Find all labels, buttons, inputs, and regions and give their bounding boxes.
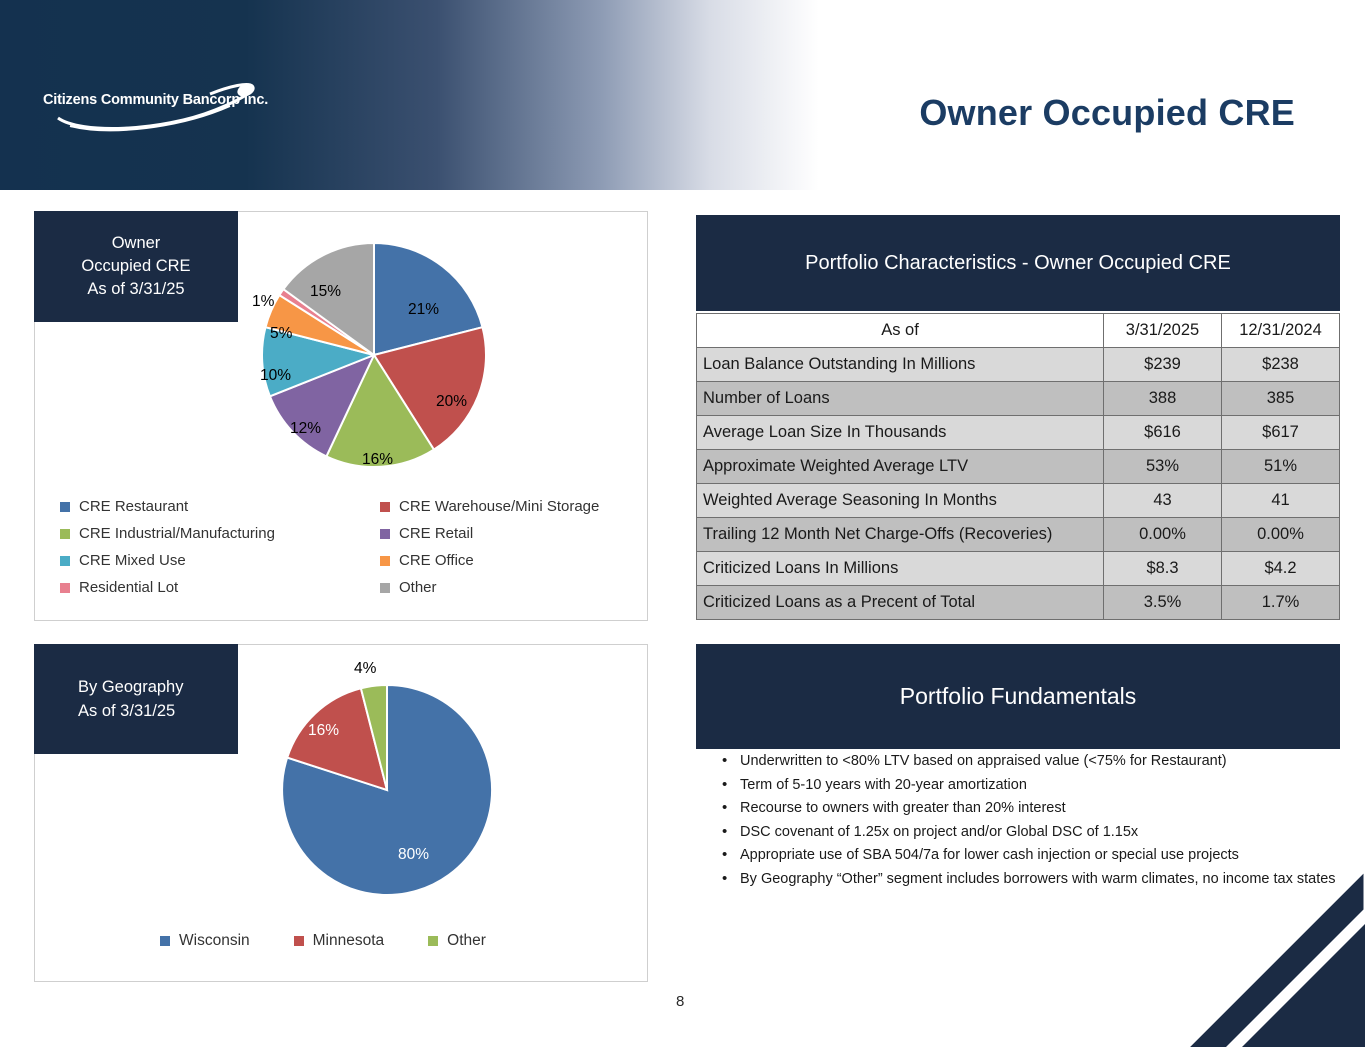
row-value-current: 388 xyxy=(1104,382,1222,416)
row-value-prior: $238 xyxy=(1222,348,1340,382)
pie2-title-block xyxy=(34,644,238,754)
row-value-prior: 1.7% xyxy=(1222,586,1340,620)
pie1-title-line-2: Occupied CRE xyxy=(81,257,191,275)
pie1-label-other: 15% xyxy=(310,283,342,300)
legend-swatch-icon xyxy=(60,502,70,512)
row-value-prior: 41 xyxy=(1222,484,1340,518)
pie1-label-mixed-use: 10% xyxy=(260,367,292,384)
pie1-chart xyxy=(240,215,640,495)
table-row xyxy=(697,586,1340,620)
row-value-prior: 51% xyxy=(1222,450,1340,484)
header-banner xyxy=(0,0,1365,190)
legend-label: Other xyxy=(447,932,486,949)
row-value-prior: 0.00% xyxy=(1222,518,1340,552)
legend-label: Residential Lot xyxy=(79,579,179,596)
legend-swatch-icon xyxy=(60,529,70,539)
portfolio-characteristics-table xyxy=(696,313,1340,620)
row-value-current: 0.00% xyxy=(1104,518,1222,552)
legend-item-minnesota xyxy=(294,932,385,950)
legend-swatch-icon xyxy=(428,936,438,946)
list-item: • Recourse to owners with greater than 20% interest xyxy=(714,799,1340,819)
legend-item-cre-warehouse xyxy=(380,498,640,515)
row-value-current: $616 xyxy=(1104,416,1222,450)
table-row xyxy=(697,348,1340,382)
row-value-current: 43 xyxy=(1104,484,1222,518)
legend-label: CRE Warehouse/Mini Storage xyxy=(399,498,600,515)
bottom-strip xyxy=(0,1047,1365,1055)
row-value-current: $239 xyxy=(1104,348,1222,382)
legend-swatch-icon xyxy=(380,502,390,512)
legend-item-cre-mixed-use xyxy=(60,552,380,569)
row-label: Weighted Average Seasoning In Months xyxy=(697,484,1104,518)
logo-text: Citizens Community Bancorp Inc. xyxy=(43,92,269,108)
pie1-label-retail: 12% xyxy=(290,420,322,437)
table-row xyxy=(697,382,1340,416)
pie1-label-residential-lot: 1% xyxy=(252,293,275,310)
legend-swatch-icon xyxy=(380,556,390,566)
pie2-title-line-1: By Geography xyxy=(78,678,184,696)
legend-swatch-icon xyxy=(160,936,170,946)
company-logo xyxy=(40,75,320,135)
row-value-current: 53% xyxy=(1104,450,1222,484)
portfolio-fundamentals-heading xyxy=(696,644,1340,749)
list-item: • Term of 5-10 years with 20-year amortization xyxy=(714,776,1340,796)
pie1-title-block xyxy=(34,211,238,322)
legend-label: CRE Industrial/Manufacturing xyxy=(79,525,275,542)
pie1-label-restaurant: 21% xyxy=(408,301,440,318)
row-value-prior: 385 xyxy=(1222,382,1340,416)
row-label: Approximate Weighted Average LTV xyxy=(697,450,1104,484)
legend-swatch-icon xyxy=(380,583,390,593)
row-label: Number of Loans xyxy=(697,382,1104,416)
row-label: Average Loan Size In Thousands xyxy=(697,416,1104,450)
legend-item-cre-restaurant xyxy=(60,498,380,515)
column-header-current: 3/31/2025 xyxy=(1104,314,1222,348)
portfolio-characteristics-table-wrap xyxy=(696,313,1340,620)
pie2-label-other: 4% xyxy=(354,660,377,677)
table-row xyxy=(697,484,1340,518)
legend-label: Other xyxy=(399,579,437,596)
legend-item-wisconsin xyxy=(160,932,250,950)
legend-swatch-icon xyxy=(60,556,70,566)
column-header-prior: 12/31/2024 xyxy=(1222,314,1340,348)
legend-item-cre-industrial xyxy=(60,525,380,542)
pie2-label-minnesota: 16% xyxy=(308,722,340,739)
row-label: Loan Balance Outstanding In Millions xyxy=(697,348,1104,382)
list-item: • By Geography “Other” segment includes borrowers with warm climates, no income tax states xyxy=(714,870,1340,890)
pie2-svg xyxy=(250,660,580,930)
portfolio-fundamentals-title: Portfolio Fundamentals xyxy=(899,683,1137,709)
legend-item-cre-retail xyxy=(380,525,640,542)
list-item: • Appropriate use of SBA 504/7a for lower cash injection or special use projects xyxy=(714,846,1340,866)
table-row xyxy=(697,450,1340,484)
row-label: Criticized Loans as a Precent of Total xyxy=(697,586,1104,620)
legend-swatch-icon xyxy=(294,936,304,946)
pie2-title-line-2: As of 3/31/25 xyxy=(78,702,176,720)
pie1-label-industrial: 16% xyxy=(362,451,394,468)
page-number: 8 xyxy=(676,993,685,1010)
portfolio-characteristics-title: Portfolio Characteristics - Owner Occupied CRE xyxy=(805,251,1231,274)
legend-swatch-icon xyxy=(380,529,390,539)
table-header-row xyxy=(697,314,1340,348)
legend-label: CRE Retail xyxy=(399,525,474,542)
legend-item-other xyxy=(380,579,640,596)
pie2-label-wisconsin: 80% xyxy=(398,846,430,863)
portfolio-characteristics-heading xyxy=(696,215,1340,311)
row-value-current: $8.3 xyxy=(1104,552,1222,586)
legend-label: Minnesota xyxy=(312,932,385,949)
page-title: Owner Occupied CRE xyxy=(919,92,1295,133)
list-item: • DSC covenant of 1.25x on project and/or Global DSC of 1.15x xyxy=(714,823,1340,843)
legend-item-other-geo xyxy=(428,932,486,950)
legend-label: CRE Mixed Use xyxy=(79,552,186,569)
row-value-prior: $617 xyxy=(1222,416,1340,450)
pie2-legend xyxy=(160,932,580,950)
row-label: Trailing 12 Month Net Charge-Offs (Recoveries) xyxy=(697,518,1104,552)
pie1-title-line-1: Owner xyxy=(111,234,161,252)
pie2-chart xyxy=(250,660,580,930)
pie1-title-line-3: As of 3/31/25 xyxy=(87,280,185,298)
legend-label: Wisconsin xyxy=(179,932,250,949)
pie1-label-warehouse: 20% xyxy=(436,393,468,410)
table-row xyxy=(697,552,1340,586)
row-label: Criticized Loans In Millions xyxy=(697,552,1104,586)
legend-label: CRE Office xyxy=(399,552,474,569)
table-row xyxy=(697,518,1340,552)
legend-item-cre-office xyxy=(380,552,640,569)
legend-swatch-icon xyxy=(60,583,70,593)
pie1-svg xyxy=(240,215,640,495)
row-value-current: 3.5% xyxy=(1104,586,1222,620)
list-item: • Underwritten to <80% LTV based on appraised value (<75% for Restaurant) xyxy=(714,752,1340,772)
legend-item-residential-lot xyxy=(60,579,380,596)
row-value-prior: $4.2 xyxy=(1222,552,1340,586)
table-row xyxy=(697,416,1340,450)
column-header-as-of: As of xyxy=(697,314,1104,348)
pie1-label-office: 5% xyxy=(270,325,293,342)
pie1-legend xyxy=(60,498,640,596)
corner-fold-decoration xyxy=(1160,850,1365,1055)
legend-label: CRE Restaurant xyxy=(79,498,189,515)
